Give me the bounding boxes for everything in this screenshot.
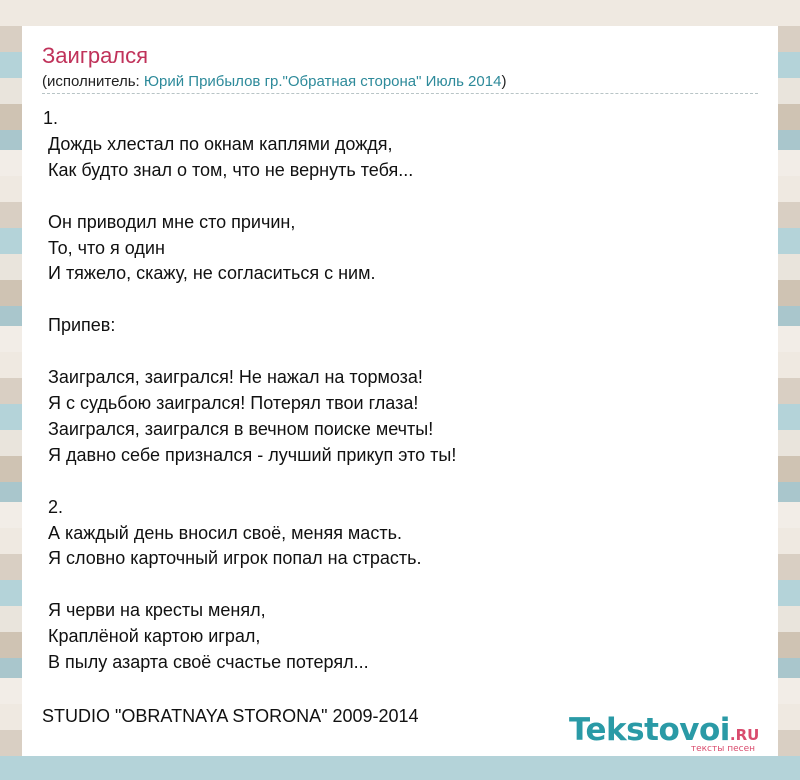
logo-tld: .RU: [729, 726, 760, 744]
performer-label: (исполнитель:: [42, 73, 144, 90]
logo-name: Tekstovoi: [569, 712, 730, 748]
song-title: Заигрался: [42, 43, 149, 68]
performer-line: [42, 72, 506, 92]
performer-link[interactable]: Юрий Прибылов гр."Обратная сторона" Июль 2014: [143, 73, 502, 90]
lyrics-card: [22, 26, 778, 756]
logo-tagline: тексты песен: [690, 744, 755, 754]
title-divider: [42, 93, 758, 94]
lyrics-text: 1. Дождь хлестал по окнам каплями дождя, Как будто знал о том, что не вернуть тебя... Он приводил мне сто причин, То, что я один И тяжело, скажу, не согласиться с ним. Припев: Заигрался, заигрался! Не нажал на тормоза! Я с судьбою заигрался! Потерял твои глаза! Заигрался, заигрался в вечном поиске мечты! Я давно себе признался - лучший прикуп это ты! 2. А каждый день вносил своё, меняя масть. Я словно карточный игрок попал на страсть. Я черви на кресты менял, Краплёной картою играл, В пылу азарта своё счастье потерял...: [43, 108, 457, 673]
performer-close: ): [501, 73, 507, 90]
site-logo[interactable]: [569, 712, 773, 758]
studio-credit: STUDIO "OBRATNAYA STORONA" 2009-2014: [42, 706, 419, 726]
